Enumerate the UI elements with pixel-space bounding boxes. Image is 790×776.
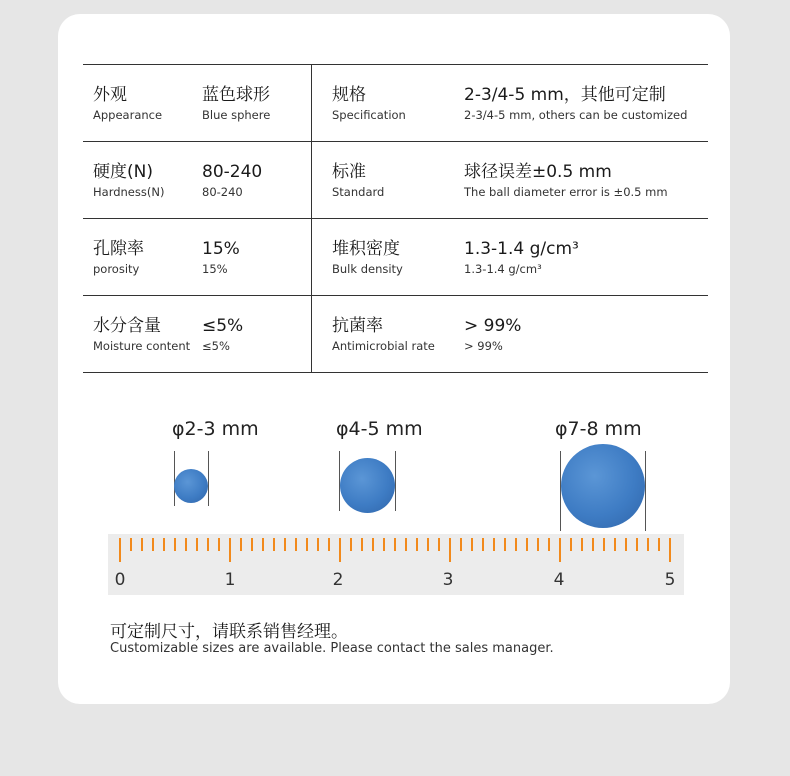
spec-value-cn: 15% — [202, 239, 240, 259]
ruler-tick — [526, 538, 528, 551]
spec-label-cn: 规格 — [332, 85, 366, 105]
spec-label-cn: 抗菌率 — [332, 316, 383, 336]
spec-value-cn: > 99% — [464, 316, 522, 336]
spec-label-cn: 标准 — [332, 162, 366, 182]
ruler-number: 1 — [224, 570, 236, 590]
ruler-tick — [603, 538, 605, 551]
ruler-tick — [537, 538, 539, 551]
ruler-tick — [482, 538, 484, 551]
spec-value-en: The ball diameter error is ±0.5 mm — [464, 185, 668, 199]
ruler-tick — [493, 538, 495, 551]
spec-row — [83, 142, 708, 219]
ruler-tick — [570, 538, 572, 551]
spec-value-cn: 蓝色球形 — [202, 85, 270, 105]
ruler-tick — [185, 538, 187, 551]
ruler-tick — [141, 538, 143, 551]
spec-label-en: Standard — [332, 185, 385, 199]
spec-value-cn: 球径误差±0.5 mm — [464, 162, 612, 182]
ruler-tick — [636, 538, 638, 551]
ruler-tick — [284, 538, 286, 551]
ruler-tick — [559, 538, 561, 562]
column-divider — [311, 219, 312, 295]
ruler-tick — [427, 538, 429, 551]
spec-label-en: Bulk density — [332, 262, 403, 276]
spec-value-cn: 80-240 — [202, 162, 263, 182]
footer-text-en: Customizable sizes are available. Please contact the sales manager. — [110, 641, 554, 656]
ruler-tick — [394, 538, 396, 551]
ruler-tick — [647, 538, 649, 551]
ruler-number: 0 — [114, 570, 126, 590]
spec-value-en: 2-3/4-5 mm, others can be customized — [464, 108, 688, 122]
size-label-large: φ7-8 mm — [555, 418, 642, 440]
ruler-tick — [581, 538, 583, 551]
ruler-number: 2 — [332, 570, 344, 590]
ruler — [108, 534, 684, 595]
ruler-tick — [460, 538, 462, 551]
ruler-tick — [251, 538, 253, 551]
ruler-tick — [218, 538, 220, 551]
ruler-number: 4 — [553, 570, 565, 590]
spec-value-en: ≤5% — [202, 339, 230, 353]
ruler-tick — [592, 538, 594, 551]
ruler-tick — [625, 538, 627, 551]
spec-label-cn: 水分含量 — [93, 316, 161, 336]
ruler-tick — [361, 538, 363, 551]
spec-row — [83, 219, 708, 296]
spec-label-en: Hardness(N) — [93, 185, 165, 199]
spec-label-en: Appearance — [93, 108, 163, 122]
spec-row — [83, 296, 708, 373]
column-divider — [311, 296, 312, 372]
guide-line — [395, 451, 396, 511]
size-label-medium: φ4-5 mm — [336, 418, 423, 440]
ruler-tick — [548, 538, 550, 551]
column-divider — [311, 142, 312, 218]
ruler-number: 5 — [664, 570, 676, 590]
spec-label-en: Specification — [332, 108, 406, 122]
spec-value-en: 80-240 — [202, 185, 243, 199]
blue-ball-medium — [340, 458, 395, 513]
ruler-tick — [317, 538, 319, 551]
guide-line — [208, 451, 209, 506]
spec-value-en: Blue sphere — [202, 108, 271, 122]
ruler-tick — [328, 538, 330, 551]
ruler-tick — [152, 538, 154, 551]
ruler-tick — [130, 538, 132, 551]
spec-table — [83, 64, 708, 373]
ruler-tick — [262, 538, 264, 551]
ruler-tick — [504, 538, 506, 551]
blue-ball-small — [174, 469, 208, 503]
ruler-tick — [416, 538, 418, 551]
spec-label-en: Antimicrobial rate — [332, 339, 435, 353]
spec-row — [83, 65, 708, 142]
ruler-tick — [229, 538, 231, 562]
ruler-tick — [196, 538, 198, 551]
ruler-tick — [438, 538, 440, 551]
ruler-tick — [515, 538, 517, 551]
ruler-tick — [449, 538, 451, 562]
spec-value-cn: 1.3-1.4 g/cm³ — [464, 239, 579, 259]
ruler-tick — [295, 538, 297, 551]
spec-value-en: 1.3-1.4 g/cm³ — [464, 262, 542, 276]
spec-label-cn: 硬度(N) — [93, 162, 153, 182]
ruler-tick — [669, 538, 671, 562]
spec-label-en: Moisture content — [93, 339, 191, 353]
ruler-number: 3 — [442, 570, 454, 590]
ruler-tick — [471, 538, 473, 551]
spec-label-en: porosity — [93, 262, 140, 276]
ruler-tick — [273, 538, 275, 551]
footer-text-cn: 可定制尺寸，请联系销售经理。 — [110, 622, 348, 642]
spec-value-en: 15% — [202, 262, 228, 276]
ruler-tick — [350, 538, 352, 551]
ruler-tick — [372, 538, 374, 551]
blue-ball-large — [561, 444, 645, 528]
column-divider — [311, 65, 312, 141]
ruler-tick — [339, 538, 341, 562]
ruler-tick — [306, 538, 308, 551]
spec-label-cn: 外观 — [93, 85, 127, 105]
spec-label-cn: 孔隙率 — [93, 239, 144, 259]
spec-value-cn: ≤5% — [202, 316, 244, 336]
ruler-tick — [658, 538, 660, 551]
ruler-tick — [119, 538, 121, 562]
spec-value-en: > 99% — [464, 339, 503, 353]
ruler-tick — [383, 538, 385, 551]
ruler-tick — [207, 538, 209, 551]
ruler-tick — [163, 538, 165, 551]
ruler-tick — [240, 538, 242, 551]
ruler-tick — [174, 538, 176, 551]
spec-label-cn: 堆积密度 — [332, 239, 400, 259]
spec-value-cn: 2-3/4-5 mm，其他可定制 — [464, 85, 666, 105]
guide-line — [645, 451, 646, 531]
ruler-tick — [405, 538, 407, 551]
size-label-small: φ2-3 mm — [172, 418, 259, 440]
ruler-tick — [614, 538, 616, 551]
